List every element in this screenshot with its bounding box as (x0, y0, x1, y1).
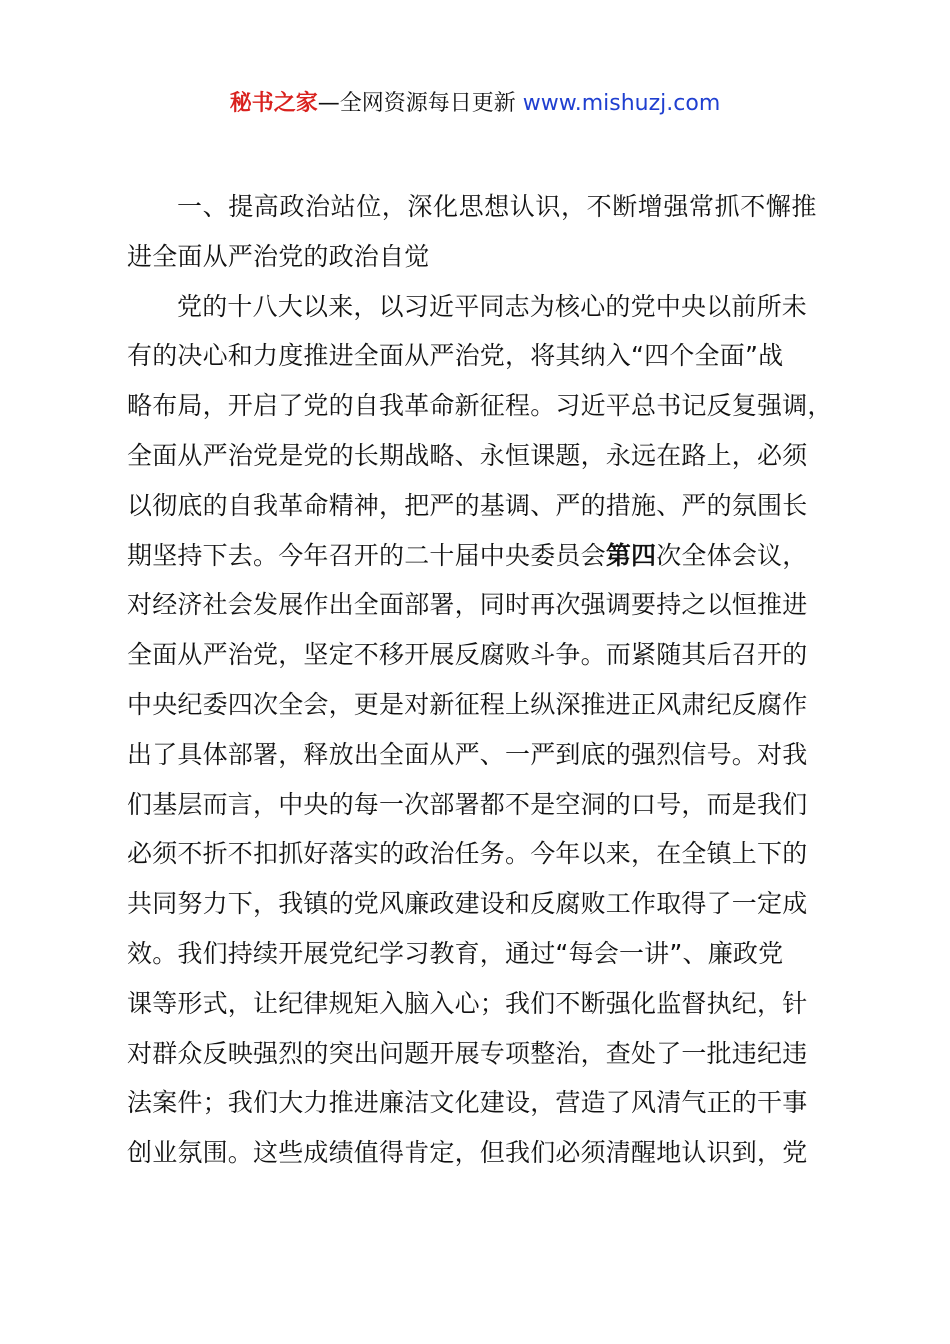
paragraph-text: 次全体会议， (656, 540, 808, 570)
section-heading-line-1: 一、提高政治站位，深化思想认识，不断增强常抓不懈推 (177, 192, 818, 221)
site-header (0, 88, 950, 120)
document-body (127, 182, 833, 1178)
paragraph-line: 出了具体部署，释放出全面从严、一严到底的强烈信号。对我 (127, 739, 808, 769)
paragraph-line: 以彻底的自我革命精神，把严的基调、严的措施、严的氛围长 (127, 490, 808, 520)
paragraph-line: 中央纪委四次全会，更是对新征程上纵深推进正风肃纪反腐作 (127, 689, 808, 719)
paragraph-line: 们基层而言，中央的每一次部署都不是空洞的口号，而是我们 (127, 789, 808, 819)
paragraph-line: 课等形式，让纪律规矩入脑入心；我们不断强化监督执纪，针 (127, 988, 808, 1018)
bold-text: 第四 (605, 540, 657, 570)
section-heading-line-2: 进全面从严治党的政治自觉 (127, 241, 430, 271)
paragraph-line: 法案件；我们大力推进廉洁文化建设，营造了风清气正的干事 (127, 1088, 808, 1118)
paragraph-line: 必须不折不扣抓好落实的政治任务。今年以来，在全镇上下的 (127, 839, 808, 869)
header-tagline: —全网资源每日更新 (317, 91, 523, 116)
paragraph-line: 略布局，开启了党的自我革命新征程。习近平总书记反复强调， (127, 391, 833, 421)
paragraph-line: 对经济社会发展作出全面部署，同时再次强调要持之以恒推进 (127, 590, 808, 620)
paragraph-line: 全面从严治党，坚定不移开展反腐败斗争。而紧随其后召开的 (127, 640, 808, 670)
paragraph-line (127, 531, 833, 581)
paragraph-text: 期坚持下去。今年召开的二十届中央委员会 (127, 540, 606, 570)
paragraph-line: 创业氛围。这些成绩值得肯定，但我们必须清醒地认识到，党 (127, 1138, 808, 1168)
paragraph-line: 对群众反映强烈的突出问题开展专项整治，查处了一批违纪违 (127, 1038, 808, 1068)
paragraph-line: 全面从严治党是党的长期战略、永恒课题，永远在路上，必须 (127, 440, 808, 470)
brand-name: 秘书之家 (229, 91, 318, 116)
paragraph-line: 有的决心和力度推进全面从严治党，将其纳入“四个全面”战 (127, 341, 784, 371)
paragraph-line: 效。我们持续开展党纪学习教育，通过“每会一讲”、廉政党 (127, 938, 784, 968)
paragraph-line: 共同努力下，我镇的党风廉政建设和反腐败工作取得了一定成 (127, 889, 808, 919)
site-url-link[interactable]: www.mishuzj.com (522, 91, 721, 116)
paragraph-line: 党的十八大以来，以习近平同志为核心的党中央以前所未 (177, 291, 808, 321)
